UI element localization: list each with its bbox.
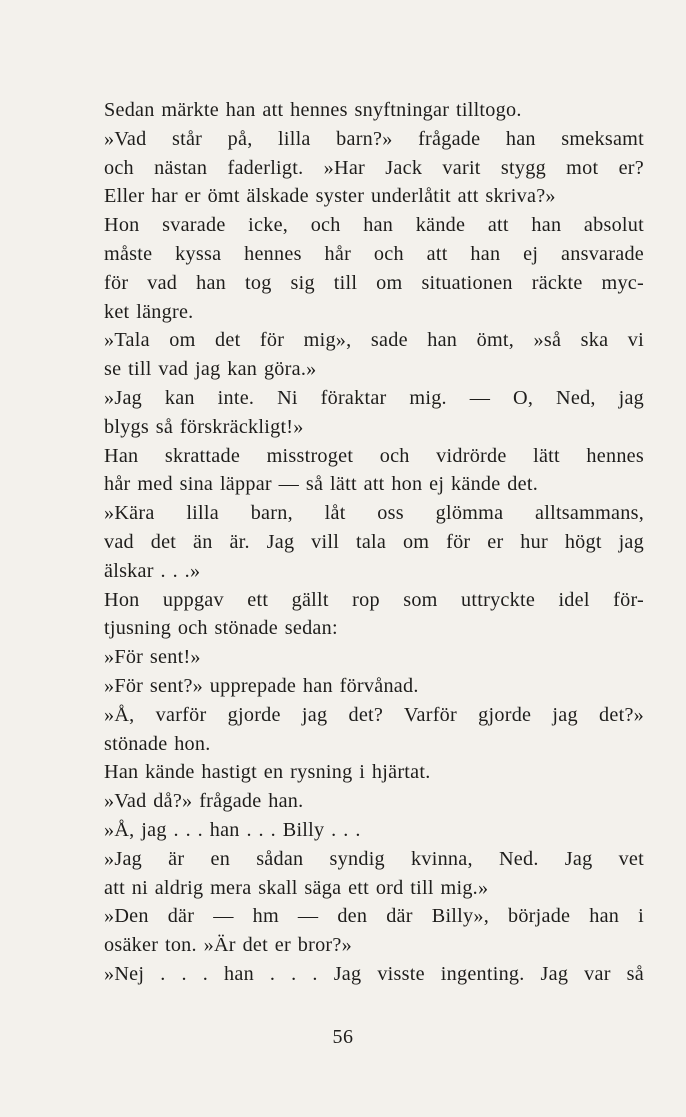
paragraph bbox=[82, 845, 644, 903]
text-line: »För sent?» upprepade han förvånad. bbox=[104, 674, 419, 697]
paragraph bbox=[82, 499, 644, 585]
text-line: tjusning och stönade sedan: bbox=[104, 617, 338, 640]
paragraph bbox=[82, 672, 644, 701]
text-line: »Den där — hm — den där Billy», började han i bbox=[104, 905, 644, 928]
text-line: Han kände hastigt en rysning i hjärtat. bbox=[104, 761, 431, 784]
paragraph bbox=[82, 816, 644, 845]
paragraph bbox=[82, 960, 644, 989]
text-line: »Kära lilla barn, låt oss glömma alltsammans, bbox=[104, 502, 644, 525]
paragraph bbox=[82, 902, 644, 960]
body-text bbox=[82, 96, 644, 989]
book-page bbox=[82, 96, 644, 1106]
page-number: 56 bbox=[332, 1026, 354, 1048]
paragraph bbox=[82, 701, 644, 759]
text-line: Sedan märkte han att hennes snyftningar tilltogo. bbox=[104, 99, 522, 121]
text-line: att ni aldrig mera skall säga ett ord till mig.» bbox=[104, 876, 489, 899]
text-line: »Å, varför gjorde jag det? Varför gjorde jag det?» bbox=[104, 703, 644, 726]
text-line: »För sent!» bbox=[104, 646, 201, 669]
text-line: älskar . . .» bbox=[104, 559, 201, 582]
paragraph bbox=[82, 787, 644, 816]
paragraph bbox=[82, 125, 644, 211]
text-line: »Jag är en sådan syndig kvinna, Ned. Jag vet bbox=[104, 847, 644, 870]
paragraph bbox=[82, 442, 644, 500]
text-line: se till vad jag kan göra.» bbox=[104, 358, 317, 381]
text-line: »Tala om det för mig», sade han ömt, »så ska vi bbox=[104, 329, 644, 352]
text-line: vad det än är. Jag vill tala om för er hur högt jag bbox=[104, 530, 644, 553]
paragraph bbox=[82, 326, 644, 384]
text-line: »Nej . . . han . . . Jag visste ingenting. Jag var så bbox=[104, 962, 644, 985]
paragraph bbox=[82, 211, 644, 326]
text-line: »Å, jag . . . han . . . Billy . . . bbox=[104, 818, 361, 841]
text-line: Hon uppgav ett gällt rop som uttryckte idel för- bbox=[104, 588, 644, 611]
text-line: Hon svarade icke, och han kände att han absolut bbox=[104, 214, 644, 237]
text-line: och nästan faderligt. »Har Jack varit stygg mot er? bbox=[104, 156, 644, 179]
paragraph bbox=[82, 758, 644, 787]
text-line: stönade hon. bbox=[104, 732, 211, 755]
paragraph bbox=[82, 643, 644, 672]
paragraph bbox=[82, 586, 644, 644]
text-line: hår med sina läppar — så lätt att hon ej kände det. bbox=[104, 473, 538, 496]
text-line: måste kyssa hennes hår och att han ej ansvarade bbox=[104, 242, 644, 265]
text-line: ket längre. bbox=[104, 300, 194, 323]
text-line: Eller har er ömt älskade syster underlåtit att skriva?» bbox=[104, 185, 556, 208]
text-line: för vad han tog sig till om situationen räckte myc- bbox=[104, 271, 644, 294]
text-line: »Vad står på, lilla barn?» frågade han smeksamt bbox=[104, 127, 644, 150]
text-line: Han skrattade misstroget och vidrörde lätt hennes bbox=[104, 444, 644, 467]
text-line: »Jag kan inte. Ni föraktar mig. — O, Ned, jag bbox=[104, 386, 644, 409]
text-line: blygs så förskräckligt!» bbox=[104, 415, 304, 438]
text-line: osäker ton. »Är det er bror?» bbox=[104, 934, 352, 957]
paragraph bbox=[82, 96, 644, 125]
paragraph bbox=[82, 384, 644, 442]
text-line: »Vad då?» frågade han. bbox=[104, 790, 304, 813]
